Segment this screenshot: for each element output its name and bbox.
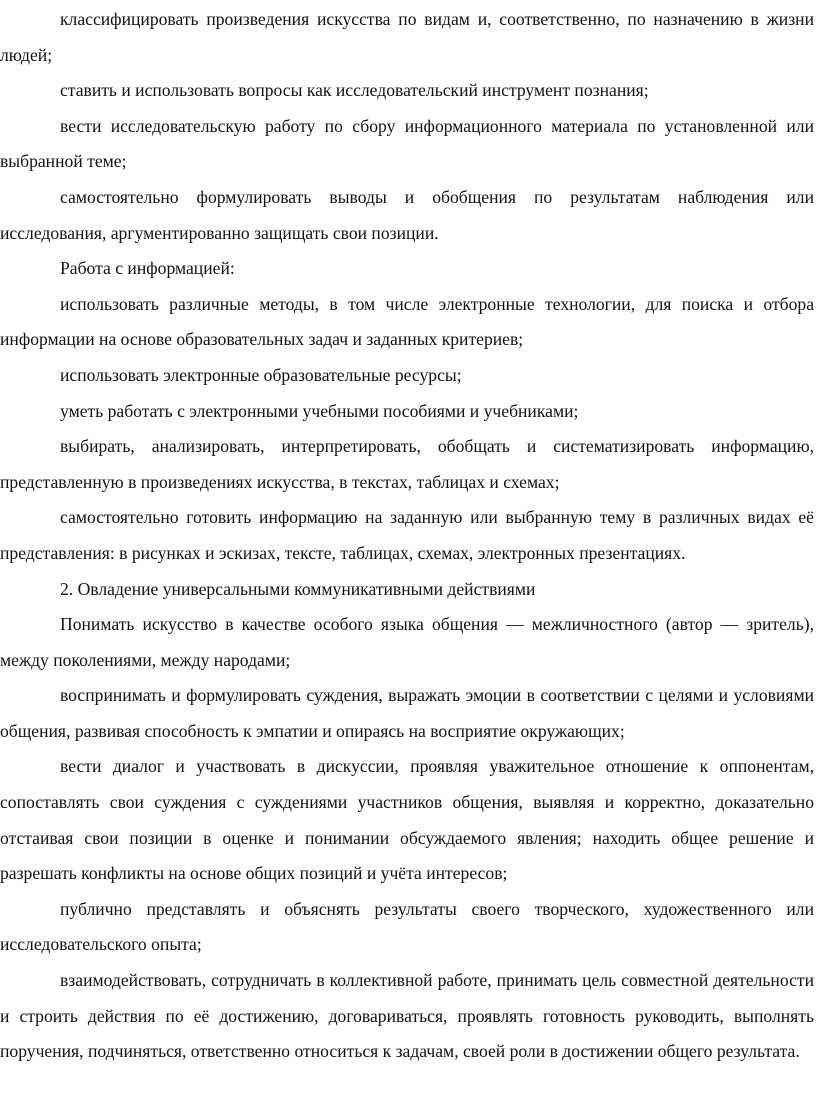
paragraph-research-work: вести исследовательскую работу по сбору информационного материала по установленной или выбранной теме; [0, 115, 814, 172]
section-heading-information: Работа с информацией: [60, 258, 235, 279]
paragraph-prepare-information: самостоятельно готовить информацию на заданную или выбранную тему в различных видах её представления: в рисунках и эскизах, тексте, таблицах, схемах, электронных презентациях. [0, 507, 814, 563]
paragraph-classify-artworks: классифицировать произведения искусства по видам и, соответственно, по назначению в жизни людей; [0, 9, 814, 65]
paragraph-collaborate: взаимодействовать, сотрудничать в коллективной работе, принимать цель совместной деятельности и строить действия по её достижению, договариваться, проявлять готовность руководить, выполнять поручения, подчиняться, ответственно относиться к задачам, своей роли в достижении общего результата. [0, 970, 814, 1062]
paragraph-present-results: публично представлять и объяснять результаты своего творческого, художественного или исследовательского опыта; [0, 898, 814, 955]
paragraph-art-as-language: Понимать искусство в качестве особого языка общения — межличностного (автор — зритель), между поколениями, между народами; [0, 614, 814, 670]
paragraph-search-methods: использовать различные методы, в том числе электронные технологии, для поиска и отбора информации на основе образовательных задач и заданных критериев; [0, 293, 814, 350]
paragraph-electronic-textbooks: уметь работать с электронными учебными пособиями и учебниками; [60, 400, 579, 421]
paragraph-electronic-resources: использовать электронные образовательные ресурсы; [60, 364, 462, 385]
section-heading-communication: 2. Овладение универсальными коммуникативными действиями [60, 578, 536, 599]
paragraph-perceive-judgments: воспринимать и формулировать суждения, выражать эмоции в соответствии с целями и условиями общения, развивая способность к эмпатии и опираясь на восприятие окружающих; [0, 685, 814, 741]
paragraph-formulate-conclusions: самостоятельно формулировать выводы и обобщения по результатам наблюдения или исследования, аргументированно защищать свои позиции. [0, 186, 814, 243]
paragraph-dialogue-discussion: вести диалог и участвовать в дискуссии, проявляя уважительное отношение к оппонентам, сопоставлять свои суждения с суждениями участников общения, выявляя и корректно, доказательно отстаивая свои позиции в оценке и понимании обсуждаемого явления; находить общее решение и разрешать конфликты на основе общих позиций и учёта интересов; [0, 756, 814, 884]
paragraph-ask-questions: ставить и использовать вопросы как исследовательский инструмент познания; [60, 80, 649, 101]
paragraph-analyze-information: выбирать, анализировать, интерпретировать, обобщать и систематизировать информацию, представленную в произведениях искусства, в текстах, таблицах и схемах; [0, 436, 814, 492]
